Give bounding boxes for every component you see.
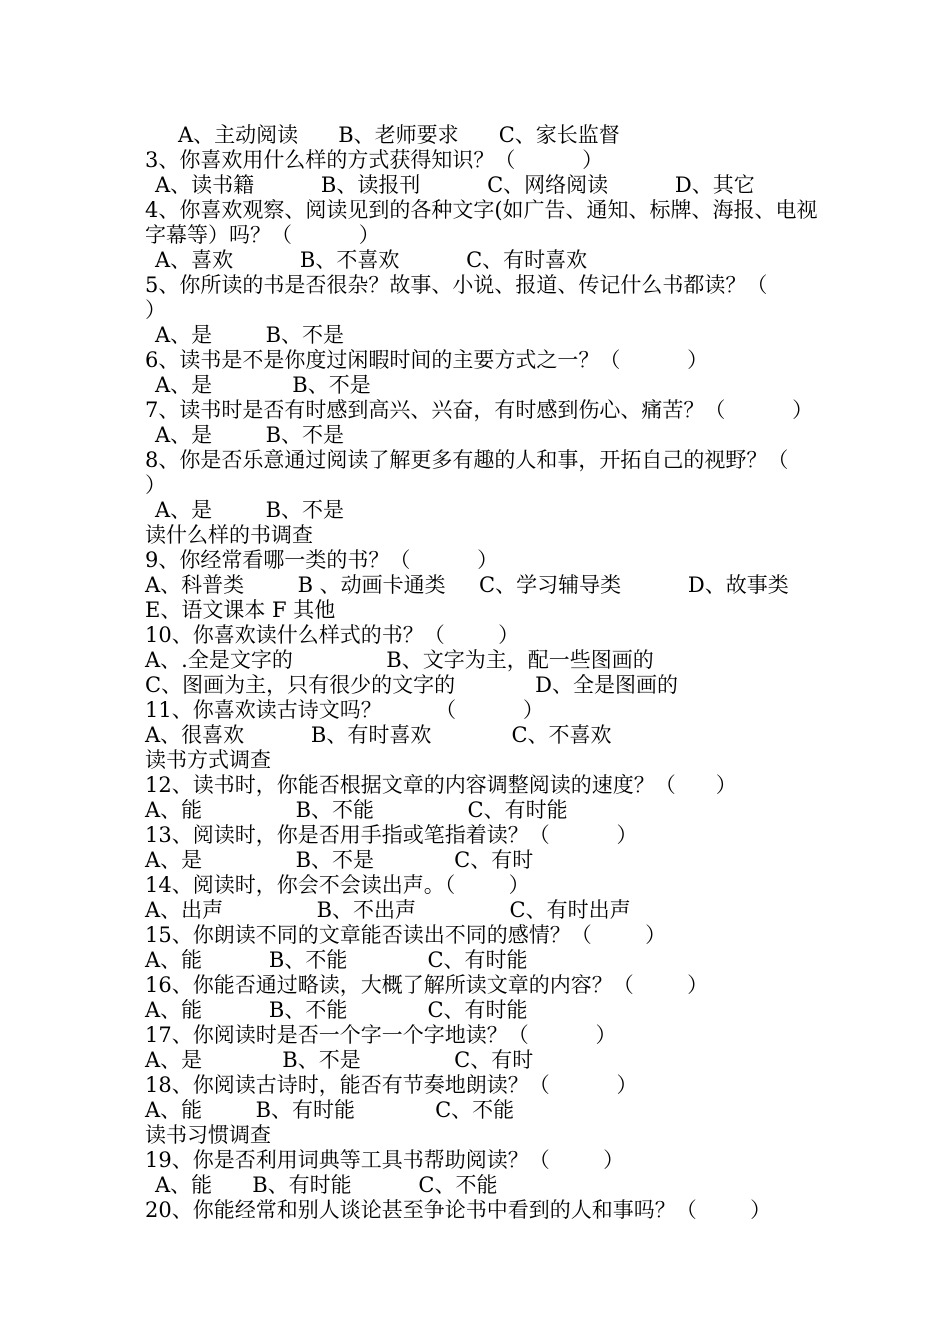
question-8-cont: ）: [145, 473, 166, 497]
options-q5: A、是 B、不是: [155, 323, 344, 347]
options-q6: A、是 B、不是: [155, 373, 371, 397]
question-4-cont: 字幕等）吗？（ ）: [145, 223, 380, 247]
question-13: 13、阅读时，你是否用手指或笔指着读？（ ）: [145, 823, 638, 847]
options-q11: A、很喜欢 B、有时喜欢 C、不喜欢: [145, 723, 612, 747]
options-q17: A、是 B、不是 C、有时: [145, 1048, 534, 1072]
question-5: 5、你所读的书是否很杂？故事、小说、报道、传记什么书都读？（: [145, 273, 768, 297]
question-3: 3、你喜欢用什么样的方式获得知识？（ ）: [145, 148, 604, 172]
question-8: 8、你是否乐意通过阅读了解更多有趣的人和事，开拓自己的视野？（: [145, 448, 789, 472]
options-q8: A、是 B、不是: [155, 498, 344, 522]
question-7: 7、读书时是否有时感到高兴、兴奋，有时感到伤心、痛苦？（ ）: [145, 398, 814, 422]
question-20: 20、你能经常和别人谈论甚至争论书中看到的人和事吗？（ ）: [145, 1198, 772, 1222]
question-19: 19、你是否利用词典等工具书帮助阅读？（ ）: [145, 1148, 625, 1172]
options-q4: A、喜欢 B、不喜欢 C、有时喜欢: [155, 248, 588, 272]
section-heading-reading-methods: 读书方式调查: [145, 748, 271, 772]
options-q9: A、科普类 B 、动画卡通类 C、学习辅导类 D、故事类: [145, 573, 789, 597]
question-17: 17、你阅读时是否一个字一个字地读？（ ）: [145, 1023, 617, 1047]
options-q19: A、能 B、有时能 C、不能: [155, 1173, 498, 1197]
question-15: 15、你朗读不同的文章能否读出不同的感情？（ ）: [145, 923, 667, 947]
question-16: 16、你能否通过略读，大概了解所读文章的内容？（ ）: [145, 973, 709, 997]
question-9: 9、你经常看哪一类的书？（ ）: [145, 548, 499, 572]
question-6: 6、读书是不是你度过闲暇时间的主要方式之一？（ ）: [145, 348, 709, 372]
options-q14: A、出声 B、不出声 C、有时出声: [145, 898, 631, 922]
question-11: 11、你喜欢读古诗文吗？ （ ）: [145, 698, 544, 722]
question-4: 4、你喜欢观察、阅读见到的各种文字(如广告、通知、标牌、海报、电视: [145, 198, 818, 222]
options-q12: A、能 B、不能 C、有时能: [145, 798, 568, 822]
options-q15: A、能 B、不能 C、有时能: [145, 948, 528, 972]
question-10: 10、你喜欢读什么样式的书？（ ）: [145, 623, 520, 647]
options-q3: A、读书籍 B、读报刊 C、网络阅读 D、其它: [155, 173, 755, 197]
options-q2: A、主动阅读 B、老师要求 C、家长监督: [178, 123, 620, 147]
options-q13: A、是 B、不是 C、有时: [145, 848, 534, 872]
question-18: 18、你阅读古诗时，能否有节奏地朗读？（ ）: [145, 1073, 638, 1097]
question-14: 14、阅读时，你会不会读出声。（ ）: [145, 873, 530, 897]
options-q18: A、能 B、有时能 C、不能: [145, 1098, 515, 1122]
options-q10-ab: A、.全是文字的 B、文字为主，配一些图画的: [145, 648, 654, 672]
section-heading-reading-habits: 读书习惯调查: [145, 1123, 271, 1147]
options-q7: A、是 B、不是: [155, 423, 344, 447]
question-5-cont: ）: [145, 298, 166, 322]
section-heading-book-types: 读什么样的书调查: [145, 523, 313, 547]
question-12: 12、读书时，你能否根据文章的内容调整阅读的速度？（ ）: [145, 773, 737, 797]
options-q10-cd: C、图画为主，只有很少的文字的 D、全是图画的: [145, 673, 679, 697]
options-q9-cont: E、语文课本 F 其他: [145, 598, 336, 622]
options-q16: A、能 B、不能 C、有时能: [145, 998, 528, 1022]
